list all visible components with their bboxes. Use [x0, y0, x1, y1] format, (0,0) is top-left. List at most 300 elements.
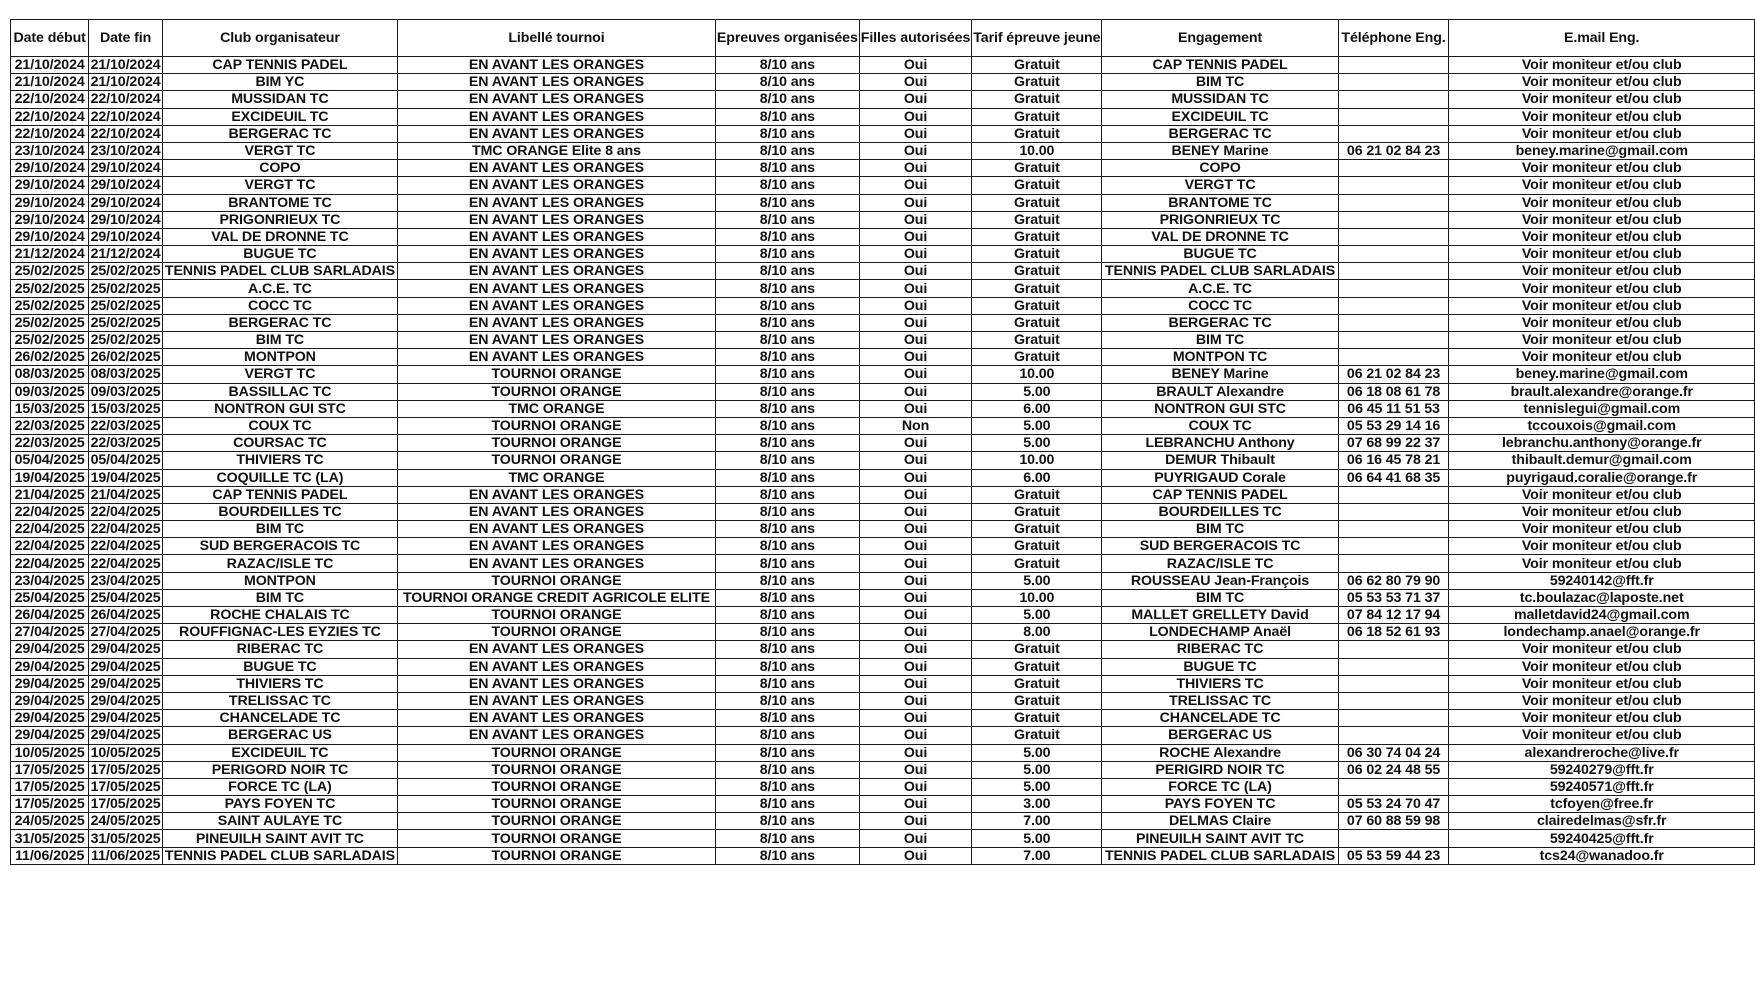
header-libelle-tournoi: Libellé tournoi — [398, 20, 716, 57]
cell-filles-autorisees: Oui — [859, 160, 972, 177]
cell-tarif: Gratuit — [972, 555, 1102, 572]
table-row — [11, 125, 1755, 142]
table-row — [11, 57, 1755, 74]
cell-date-fin: 05/04/2025 — [90, 452, 161, 469]
cell-tarif: 8.00 — [972, 624, 1102, 641]
table-row — [11, 572, 1755, 589]
cell-date-fin: 29/04/2025 — [90, 693, 161, 710]
cell-date-debut: 22/04/2025 — [11, 503, 89, 520]
cell-tarif: 5.00 — [972, 435, 1102, 452]
cell-email: Voir moniteur et/ou club — [1449, 263, 1755, 280]
cell-club-organisateur: BASSILLAC TC — [162, 383, 397, 400]
cell-engagement: BIM TC — [1102, 589, 1338, 606]
cell-tarif: 7.00 — [972, 813, 1102, 830]
cell-engagement: COCC TC — [1102, 297, 1338, 314]
cell-date-debut: 21/10/2024 — [11, 74, 89, 91]
cell-filles-autorisees: Oui — [859, 813, 972, 830]
cell-tarif: 5.00 — [972, 761, 1102, 778]
cell-telephone — [1338, 211, 1449, 228]
cell-epreuves: 8/10 ans — [715, 246, 859, 263]
cell-engagement: RAZAC/ISLE TC — [1102, 555, 1338, 572]
cell-tarif: Gratuit — [972, 108, 1102, 125]
cell-telephone: 05 53 53 71 37 — [1338, 589, 1449, 606]
cell-tarif: 7.00 — [972, 847, 1102, 864]
cell-email: malletdavid24@gmail.com — [1449, 607, 1755, 624]
cell-epreuves: 8/10 ans — [715, 641, 859, 658]
cell-tarif: Gratuit — [972, 332, 1102, 349]
table-row — [11, 91, 1755, 108]
cell-libelle-tournoi: EN AVANT LES ORANGES — [398, 332, 716, 349]
cell-date-debut: 05/04/2025 — [11, 452, 89, 469]
cell-date-debut: 29/04/2025 — [11, 658, 89, 675]
cell-telephone — [1338, 332, 1449, 349]
cell-club-organisateur: FORCE TC (LA) — [162, 778, 397, 795]
cell-email: thibault.demur@gmail.com — [1449, 452, 1755, 469]
cell-filles-autorisees: Oui — [859, 641, 972, 658]
cell-libelle-tournoi: EN AVANT LES ORANGES — [398, 297, 716, 314]
cell-club-organisateur: BIM TC — [162, 332, 397, 349]
cell-date-debut: 17/05/2025 — [11, 778, 89, 795]
cell-epreuves: 8/10 ans — [715, 435, 859, 452]
cell-date-debut: 25/04/2025 — [11, 589, 89, 606]
cell-date-fin: 21/10/2024 — [90, 74, 161, 91]
cell-engagement: BIM TC — [1102, 74, 1338, 91]
cell-telephone: 07 60 88 59 98 — [1338, 813, 1449, 830]
cell-epreuves: 8/10 ans — [715, 366, 859, 383]
cell-engagement: TENNIS PADEL CLUB SARLADAIS — [1102, 263, 1338, 280]
tournament-table — [10, 19, 1755, 865]
cell-email: tcfoyen@free.fr — [1449, 796, 1755, 813]
cell-date-debut: 24/05/2025 — [11, 813, 89, 830]
cell-libelle-tournoi: EN AVANT LES ORANGES — [398, 521, 716, 538]
cell-libelle-tournoi: EN AVANT LES ORANGES — [398, 91, 716, 108]
cell-epreuves: 8/10 ans — [715, 228, 859, 245]
cell-tarif: Gratuit — [972, 692, 1102, 709]
cell-libelle-tournoi: EN AVANT LES ORANGES — [398, 177, 716, 194]
table-body — [11, 57, 1755, 865]
cell-email: Voir moniteur et/ou club — [1449, 486, 1755, 503]
table-row — [11, 194, 1755, 211]
cell-date-debut: 22/10/2024 — [11, 125, 89, 142]
cell-engagement: COUX TC — [1102, 417, 1338, 434]
cell-date-debut: 25/02/2025 — [11, 314, 89, 331]
cell-telephone: 06 16 45 78 21 — [1338, 452, 1449, 469]
cell-libelle-tournoi: EN AVANT LES ORANGES — [398, 658, 716, 675]
cell-telephone: 06 45 11 51 53 — [1338, 400, 1449, 417]
cell-email: Voir moniteur et/ou club — [1449, 125, 1755, 142]
cell-filles-autorisees: Oui — [859, 125, 972, 142]
cell-date-fin: 27/04/2025 — [90, 624, 161, 641]
cell-libelle-tournoi: EN AVANT LES ORANGES — [398, 263, 716, 280]
cell-filles-autorisees: Oui — [859, 297, 972, 314]
cell-email: Voir moniteur et/ou club — [1449, 91, 1755, 108]
cell-libelle-tournoi: EN AVANT LES ORANGES — [398, 641, 716, 658]
cell-tarif: Gratuit — [972, 538, 1102, 555]
cell-telephone — [1338, 177, 1449, 194]
cell-date-fin: 22/10/2024 — [90, 108, 161, 125]
cell-engagement: BOURDEILLES TC — [1102, 503, 1338, 520]
cell-email: brault.alexandre@orange.fr — [1449, 383, 1755, 400]
cell-date-fin: 19/04/2025 — [90, 469, 161, 486]
cell-date-fin: 29/04/2025 — [90, 727, 161, 744]
table-row — [11, 589, 1755, 606]
cell-telephone: 05 53 59 44 23 — [1338, 847, 1449, 864]
cell-engagement: TRELISSAC TC — [1102, 692, 1338, 709]
table-row — [11, 469, 1755, 486]
cell-date-fin: 17/05/2025 — [90, 761, 161, 778]
cell-tarif: 5.00 — [972, 417, 1102, 434]
cell-telephone: 06 64 41 68 35 — [1338, 469, 1449, 486]
cell-club-organisateur: MUSSIDAN TC — [162, 91, 397, 108]
cell-telephone — [1338, 280, 1449, 297]
cell-telephone — [1338, 125, 1449, 142]
cell-date-debut: 25/02/2025 — [11, 297, 89, 314]
cell-libelle-tournoi: TOURNOI ORANGE — [398, 435, 716, 452]
cell-libelle-tournoi: EN AVANT LES ORANGES — [398, 314, 716, 331]
cell-date-fin: 22/03/2025 — [90, 435, 161, 452]
cell-date-debut: 21/10/2024 — [11, 57, 89, 74]
cell-email: 59240571@fft.fr — [1449, 778, 1755, 795]
cell-engagement: BENEY Marine — [1102, 142, 1338, 159]
cell-club-organisateur: BIM TC — [162, 589, 397, 606]
cell-engagement: CAP TENNIS PADEL — [1102, 57, 1338, 74]
cell-epreuves: 8/10 ans — [715, 572, 859, 589]
cell-club-organisateur: THIVIERS TC — [162, 675, 397, 692]
cell-filles-autorisees: Oui — [859, 727, 972, 744]
cell-tarif: 5.00 — [972, 778, 1102, 795]
cell-tarif: Gratuit — [972, 314, 1102, 331]
cell-club-organisateur: EXCIDEUIL TC — [162, 744, 397, 761]
cell-epreuves: 8/10 ans — [715, 658, 859, 675]
cell-tarif: Gratuit — [972, 211, 1102, 228]
cell-libelle-tournoi: TOURNOI ORANGE CREDIT AGRICOLE ELITE — [398, 589, 716, 606]
cell-date-debut: 21/12/2024 — [11, 246, 89, 263]
cell-date-debut: 11/06/2025 — [11, 847, 89, 864]
cell-filles-autorisees: Oui — [859, 607, 972, 624]
table-row — [11, 263, 1755, 280]
cell-filles-autorisees: Oui — [859, 228, 972, 245]
cell-date-fin: 08/03/2025 — [90, 366, 161, 383]
cell-tarif: Gratuit — [972, 177, 1102, 194]
cell-filles-autorisees: Oui — [859, 521, 972, 538]
cell-telephone: 06 02 24 48 55 — [1338, 761, 1449, 778]
cell-date-fin: 24/05/2025 — [90, 813, 161, 830]
cell-club-organisateur: PAYS FOYEN TC — [162, 796, 397, 813]
table-row — [11, 521, 1755, 538]
cell-epreuves: 8/10 ans — [715, 744, 859, 761]
cell-date-fin: 26/02/2025 — [90, 349, 161, 366]
cell-telephone: 06 21 02 84 23 — [1338, 366, 1449, 383]
cell-telephone: 05 53 29 14 16 — [1338, 417, 1449, 434]
cell-filles-autorisees: Oui — [859, 486, 972, 503]
cell-email: Voir moniteur et/ou club — [1449, 280, 1755, 297]
cell-epreuves: 8/10 ans — [715, 142, 859, 159]
cell-telephone — [1338, 555, 1449, 572]
cell-tarif: 6.00 — [972, 400, 1102, 417]
cell-club-organisateur: BERGERAC US — [162, 727, 397, 744]
cell-filles-autorisees: Oui — [859, 332, 972, 349]
cell-engagement: BERGERAC US — [1102, 727, 1338, 744]
cell-libelle-tournoi: EN AVANT LES ORANGES — [398, 555, 716, 572]
cell-engagement: PINEUILH SAINT AVIT TC — [1102, 830, 1338, 847]
cell-filles-autorisees: Oui — [859, 142, 972, 159]
cell-club-organisateur: COQUILLE TC (LA) — [162, 469, 397, 486]
cell-filles-autorisees: Oui — [859, 91, 972, 108]
cell-epreuves: 8/10 ans — [715, 452, 859, 469]
cell-club-organisateur: BIM YC — [162, 74, 397, 91]
cell-date-fin: 22/10/2024 — [90, 125, 161, 142]
cell-club-organisateur: TRELISSAC TC — [162, 692, 397, 709]
cell-filles-autorisees: Oui — [859, 469, 972, 486]
cell-engagement: DELMAS Claire — [1102, 813, 1338, 830]
cell-club-organisateur: VAL DE DRONNE TC — [162, 228, 397, 245]
table-row — [11, 641, 1755, 658]
cell-club-organisateur: COCC TC — [162, 297, 397, 314]
cell-tarif: Gratuit — [972, 194, 1102, 211]
cell-date-fin: 29/10/2024 — [90, 194, 161, 211]
cell-filles-autorisees: Oui — [859, 572, 972, 589]
cell-date-debut: 29/10/2024 — [11, 194, 89, 211]
cell-date-fin: 22/10/2024 — [90, 91, 161, 108]
cell-epreuves: 8/10 ans — [715, 194, 859, 211]
cell-libelle-tournoi: EN AVANT LES ORANGES — [398, 675, 716, 692]
cell-date-debut: 23/04/2025 — [11, 572, 89, 589]
cell-date-fin: 22/04/2025 — [90, 503, 161, 520]
cell-date-debut: 22/10/2024 — [11, 108, 89, 125]
cell-filles-autorisees: Oui — [859, 57, 972, 74]
cell-filles-autorisees: Oui — [859, 349, 972, 366]
cell-date-fin: 22/04/2025 — [90, 538, 161, 555]
cell-engagement: TENNIS PADEL CLUB SARLADAIS — [1102, 847, 1338, 864]
cell-epreuves: 8/10 ans — [715, 486, 859, 503]
cell-tarif: Gratuit — [972, 246, 1102, 263]
cell-epreuves: 8/10 ans — [715, 675, 859, 692]
cell-club-organisateur: ROCHE CHALAIS TC — [162, 607, 397, 624]
cell-libelle-tournoi: EN AVANT LES ORANGES — [398, 74, 716, 91]
cell-libelle-tournoi: TOURNOI ORANGE — [398, 383, 716, 400]
cell-epreuves: 8/10 ans — [715, 280, 859, 297]
cell-engagement: MALLET GRELLETY David — [1102, 607, 1338, 624]
header-telephone-eng: Téléphone Eng. — [1338, 20, 1449, 57]
cell-telephone — [1338, 641, 1449, 658]
cell-email: Voir moniteur et/ou club — [1449, 57, 1755, 74]
cell-tarif: 5.00 — [972, 830, 1102, 847]
cell-filles-autorisees: Oui — [859, 108, 972, 125]
cell-date-debut: 09/03/2025 — [11, 383, 89, 400]
cell-email: Voir moniteur et/ou club — [1449, 675, 1755, 692]
cell-telephone — [1338, 486, 1449, 503]
cell-engagement: PERIGIRD NOIR TC — [1102, 761, 1338, 778]
cell-date-fin: 09/03/2025 — [90, 383, 161, 400]
cell-engagement: PRIGONRIEUX TC — [1102, 211, 1338, 228]
cell-date-debut: 22/04/2025 — [11, 555, 89, 572]
table-row — [11, 366, 1755, 383]
table-row — [11, 280, 1755, 297]
cell-date-fin: 23/04/2025 — [90, 572, 161, 589]
cell-telephone — [1338, 108, 1449, 125]
cell-email: Voir moniteur et/ou club — [1449, 710, 1755, 727]
table-row — [11, 400, 1755, 417]
cell-club-organisateur: VERGT TC — [162, 366, 397, 383]
cell-date-debut: 15/03/2025 — [11, 400, 89, 417]
cell-date-debut: 29/04/2025 — [11, 727, 89, 744]
cell-telephone — [1338, 246, 1449, 263]
cell-email: 59240425@fft.fr — [1449, 830, 1755, 847]
cell-email: Voir moniteur et/ou club — [1449, 727, 1755, 744]
cell-epreuves: 8/10 ans — [715, 503, 859, 520]
cell-club-organisateur: RAZAC/ISLE TC — [162, 555, 397, 572]
cell-filles-autorisees: Oui — [859, 555, 972, 572]
cell-engagement: FORCE TC (LA) — [1102, 778, 1338, 795]
cell-libelle-tournoi: TMC ORANGE Elite 8 ans — [398, 142, 716, 159]
header-date-debut: Date début — [11, 20, 89, 57]
cell-date-debut: 31/05/2025 — [11, 830, 89, 847]
cell-tarif: Gratuit — [972, 349, 1102, 366]
cell-libelle-tournoi: EN AVANT LES ORANGES — [398, 211, 716, 228]
cell-telephone — [1338, 710, 1449, 727]
cell-libelle-tournoi: TOURNOI ORANGE — [398, 744, 716, 761]
cell-epreuves: 8/10 ans — [715, 830, 859, 847]
cell-epreuves: 8/10 ans — [715, 469, 859, 486]
cell-epreuves: 8/10 ans — [715, 211, 859, 228]
table-row — [11, 74, 1755, 91]
cell-telephone — [1338, 91, 1449, 108]
cell-epreuves: 8/10 ans — [715, 796, 859, 813]
cell-telephone — [1338, 194, 1449, 211]
cell-tarif: Gratuit — [972, 641, 1102, 658]
table-row — [11, 417, 1755, 434]
cell-club-organisateur: MONTPON — [162, 349, 397, 366]
cell-club-organisateur: BERGERAC TC — [162, 125, 397, 142]
cell-tarif: Gratuit — [972, 91, 1102, 108]
cell-epreuves: 8/10 ans — [715, 589, 859, 606]
cell-epreuves: 8/10 ans — [715, 555, 859, 572]
cell-date-fin: 25/02/2025 — [90, 297, 161, 314]
cell-tarif: Gratuit — [972, 675, 1102, 692]
cell-libelle-tournoi: TOURNOI ORANGE — [398, 830, 716, 847]
cell-club-organisateur: RIBERAC TC — [162, 641, 397, 658]
table-row — [11, 177, 1755, 194]
cell-date-debut: 29/10/2024 — [11, 211, 89, 228]
cell-epreuves: 8/10 ans — [715, 538, 859, 555]
cell-telephone — [1338, 521, 1449, 538]
cell-filles-autorisees: Oui — [859, 366, 972, 383]
cell-filles-autorisees: Oui — [859, 538, 972, 555]
cell-filles-autorisees: Oui — [859, 796, 972, 813]
cell-telephone: 07 68 99 22 37 — [1338, 435, 1449, 452]
cell-telephone — [1338, 830, 1449, 847]
cell-epreuves: 8/10 ans — [715, 417, 859, 434]
cell-engagement: CHANCELADE TC — [1102, 710, 1338, 727]
cell-date-fin: 31/05/2025 — [90, 830, 161, 847]
cell-email: Voir moniteur et/ou club — [1449, 108, 1755, 125]
cell-date-fin: 25/04/2025 — [90, 589, 161, 606]
table-row — [11, 830, 1755, 847]
cell-engagement: BUGUE TC — [1102, 246, 1338, 263]
cell-libelle-tournoi: TMC ORANGE — [398, 400, 716, 417]
cell-engagement: THIVIERS TC — [1102, 675, 1338, 692]
cell-email: tennislegui@gmail.com — [1449, 400, 1755, 417]
cell-email: 59240279@fft.fr — [1449, 761, 1755, 778]
cell-filles-autorisees: Oui — [859, 383, 972, 400]
cell-filles-autorisees: Oui — [859, 74, 972, 91]
cell-epreuves: 8/10 ans — [715, 761, 859, 778]
table-row — [11, 710, 1755, 727]
cell-engagement: LEBRANCHU Anthony — [1102, 435, 1338, 452]
cell-epreuves: 8/10 ans — [715, 727, 859, 744]
cell-tarif: Gratuit — [972, 263, 1102, 280]
cell-filles-autorisees: Oui — [859, 761, 972, 778]
cell-tarif: Gratuit — [972, 658, 1102, 675]
cell-date-debut: 29/04/2025 — [11, 675, 89, 692]
cell-telephone — [1338, 74, 1449, 91]
cell-club-organisateur: PERIGORD NOIR TC — [162, 761, 397, 778]
cell-date-fin: 22/04/2025 — [90, 555, 161, 572]
cell-date-debut: 29/10/2024 — [11, 177, 89, 194]
cell-telephone: 06 62 80 79 90 — [1338, 572, 1449, 589]
cell-tarif: Gratuit — [972, 74, 1102, 91]
cell-libelle-tournoi: TOURNOI ORANGE — [398, 847, 716, 864]
cell-email: beney.marine@gmail.com — [1449, 366, 1755, 383]
cell-engagement: A.C.E. TC — [1102, 280, 1338, 297]
cell-email: tc.boulazac@laposte.net — [1449, 589, 1755, 606]
table-row — [11, 228, 1755, 245]
cell-epreuves: 8/10 ans — [715, 607, 859, 624]
cell-epreuves: 8/10 ans — [715, 400, 859, 417]
cell-filles-autorisees: Oui — [859, 503, 972, 520]
cell-epreuves: 8/10 ans — [715, 297, 859, 314]
table-row — [11, 727, 1755, 744]
cell-telephone: 05 53 24 70 47 — [1338, 796, 1449, 813]
cell-email: Voir moniteur et/ou club — [1449, 74, 1755, 91]
cell-club-organisateur: EXCIDEUIL TC — [162, 108, 397, 125]
table-row — [11, 332, 1755, 349]
cell-tarif: Gratuit — [972, 727, 1102, 744]
cell-club-organisateur: NONTRON GUI STC — [162, 400, 397, 417]
cell-telephone — [1338, 349, 1449, 366]
table-row — [11, 658, 1755, 675]
table-row — [11, 246, 1755, 263]
cell-filles-autorisees: Oui — [859, 692, 972, 709]
table-row — [11, 297, 1755, 314]
cell-club-organisateur: CAP TENNIS PADEL — [162, 486, 397, 503]
cell-filles-autorisees: Non — [859, 417, 972, 434]
cell-epreuves: 8/10 ans — [715, 74, 859, 91]
cell-club-organisateur: BUGUE TC — [162, 246, 397, 263]
cell-tarif: 10.00 — [972, 452, 1102, 469]
cell-email: 59240142@fft.fr — [1449, 572, 1755, 589]
cell-filles-autorisees: Oui — [859, 778, 972, 795]
cell-tarif: Gratuit — [972, 503, 1102, 520]
cell-libelle-tournoi: TOURNOI ORANGE — [398, 366, 716, 383]
cell-filles-autorisees: Oui — [859, 194, 972, 211]
cell-date-fin: 29/04/2025 — [90, 710, 161, 727]
cell-engagement: BERGERAC TC — [1102, 125, 1338, 142]
cell-email: Voir moniteur et/ou club — [1449, 641, 1755, 658]
cell-tarif: Gratuit — [972, 710, 1102, 727]
cell-tarif: 10.00 — [972, 366, 1102, 383]
cell-filles-autorisees: Oui — [859, 847, 972, 864]
cell-club-organisateur: TENNIS PADEL CLUB SARLADAIS — [162, 847, 397, 864]
cell-club-organisateur: THIVIERS TC — [162, 452, 397, 469]
cell-engagement: CAP TENNIS PADEL — [1102, 486, 1338, 503]
table-row — [11, 796, 1755, 813]
cell-telephone — [1338, 692, 1449, 709]
cell-libelle-tournoi: EN AVANT LES ORANGES — [398, 349, 716, 366]
cell-epreuves: 8/10 ans — [715, 692, 859, 709]
cell-date-debut: 17/05/2025 — [11, 761, 89, 778]
cell-epreuves: 8/10 ans — [715, 847, 859, 864]
